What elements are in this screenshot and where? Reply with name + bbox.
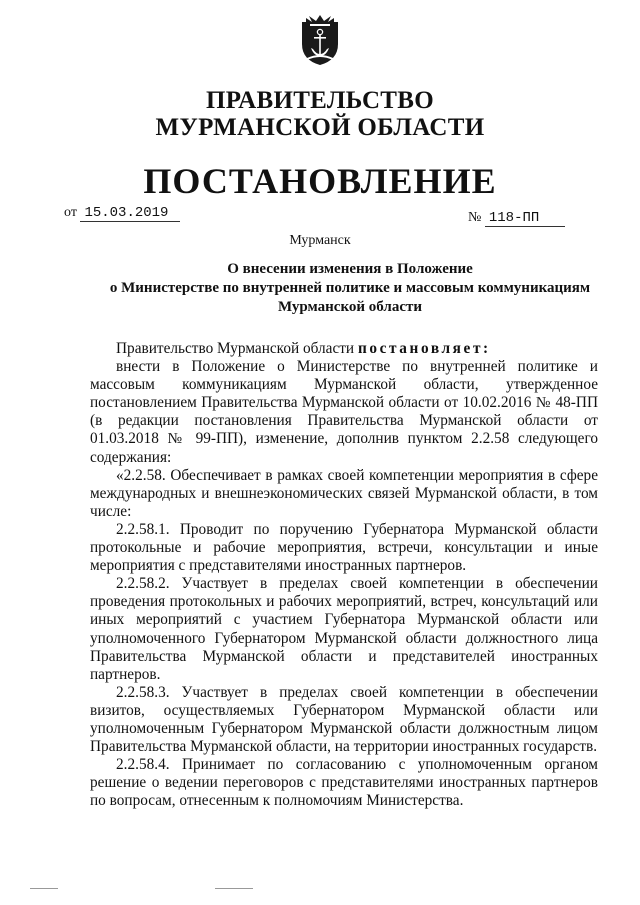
document-body bbox=[90, 340, 598, 810]
paragraph-amendment: внести в Положение о Министерстве по внутренней политике и массовым коммуникациям Мурманской области, утвержденное постановлением Правительства Мурманской области от 10.02.2016 № 48-ПП (в редакции постановления Правительства Мурманской области от 01.03.2018 № 99-ПП), изменение, дополнив пунктом 2.2.58 следующего содержания: bbox=[90, 358, 598, 466]
number-value: 118-ПП bbox=[485, 210, 565, 227]
date-label: от bbox=[64, 205, 77, 220]
org-name-line2: МУРМАНСКОЙ ОБЛАСТИ bbox=[155, 114, 485, 141]
murmansk-coat-of-arms-icon bbox=[300, 14, 340, 66]
subject-line2: о Министерстве по внутренней политике и массовым коммуникациям bbox=[109, 280, 591, 296]
preamble-text: Правительство Мурманской области bbox=[116, 340, 358, 357]
date-value: 15.03.2019 bbox=[80, 205, 180, 222]
document-type-title: ПОСТАНОВЛЕНИЕ bbox=[143, 161, 497, 201]
paragraph-2-2-58-2: 2.2.58.2. Участвует в пределах своей компетенции в обеспечении проведения протокольных и рабочих мероприятий, встреч, консультаций или иных мероприятий с участием Губернатора Мурманской области или уполномоченного Губернатором Мурманской области должностного лица Правительства Мурманской области и представителей иностранных партнеров. bbox=[90, 575, 598, 683]
document-number bbox=[468, 210, 565, 227]
subject-line1: О внесении изменения в Положение bbox=[227, 261, 473, 277]
document-subject bbox=[90, 260, 610, 317]
footer-mark-center bbox=[215, 888, 253, 889]
paragraph-2-2-58-4: 2.2.58.4. Принимает по согласованию с уполномоченным органом решение о ведении переговоров с представителями иностранных партнеров по вопросам, отнесенным к полномочиям Министерства. bbox=[90, 756, 598, 810]
paragraph-2-2-58-3: 2.2.58.3. Участвует в пределах своей компетенции в обеспечении визитов, осуществляемых Губернатором Мурманской области или уполномоченным Губернатором Мурманской области должностным лицом Правительства Мурманской области, на территории иностранных государств. bbox=[90, 683, 598, 756]
preamble-paragraph bbox=[90, 340, 598, 358]
org-name-line1: ПРАВИТЕЛЬСТВО bbox=[206, 87, 434, 114]
paragraph-2-2-58-1: 2.2.58.1. Проводит по поручению Губернатора Мурманской области протокольные и рабочие мероприятия, встречи, консультации и иные мероприятия с представителями иностранных партнеров. bbox=[90, 520, 598, 575]
number-label: № bbox=[468, 210, 482, 225]
document-city: Мурманск bbox=[289, 233, 351, 248]
subject-line3: Мурманской области bbox=[277, 299, 423, 315]
preamble-resolves: постановляет: bbox=[357, 340, 491, 357]
paragraph-2-2-58: «2.2.58. Обеспечивает в рамках своей компетенции мероприятия в сфере международных и внешнеэкономических связей Мурманской области, в том числе: bbox=[90, 466, 598, 520]
footer-mark-left bbox=[30, 888, 58, 889]
document-date bbox=[64, 205, 180, 222]
